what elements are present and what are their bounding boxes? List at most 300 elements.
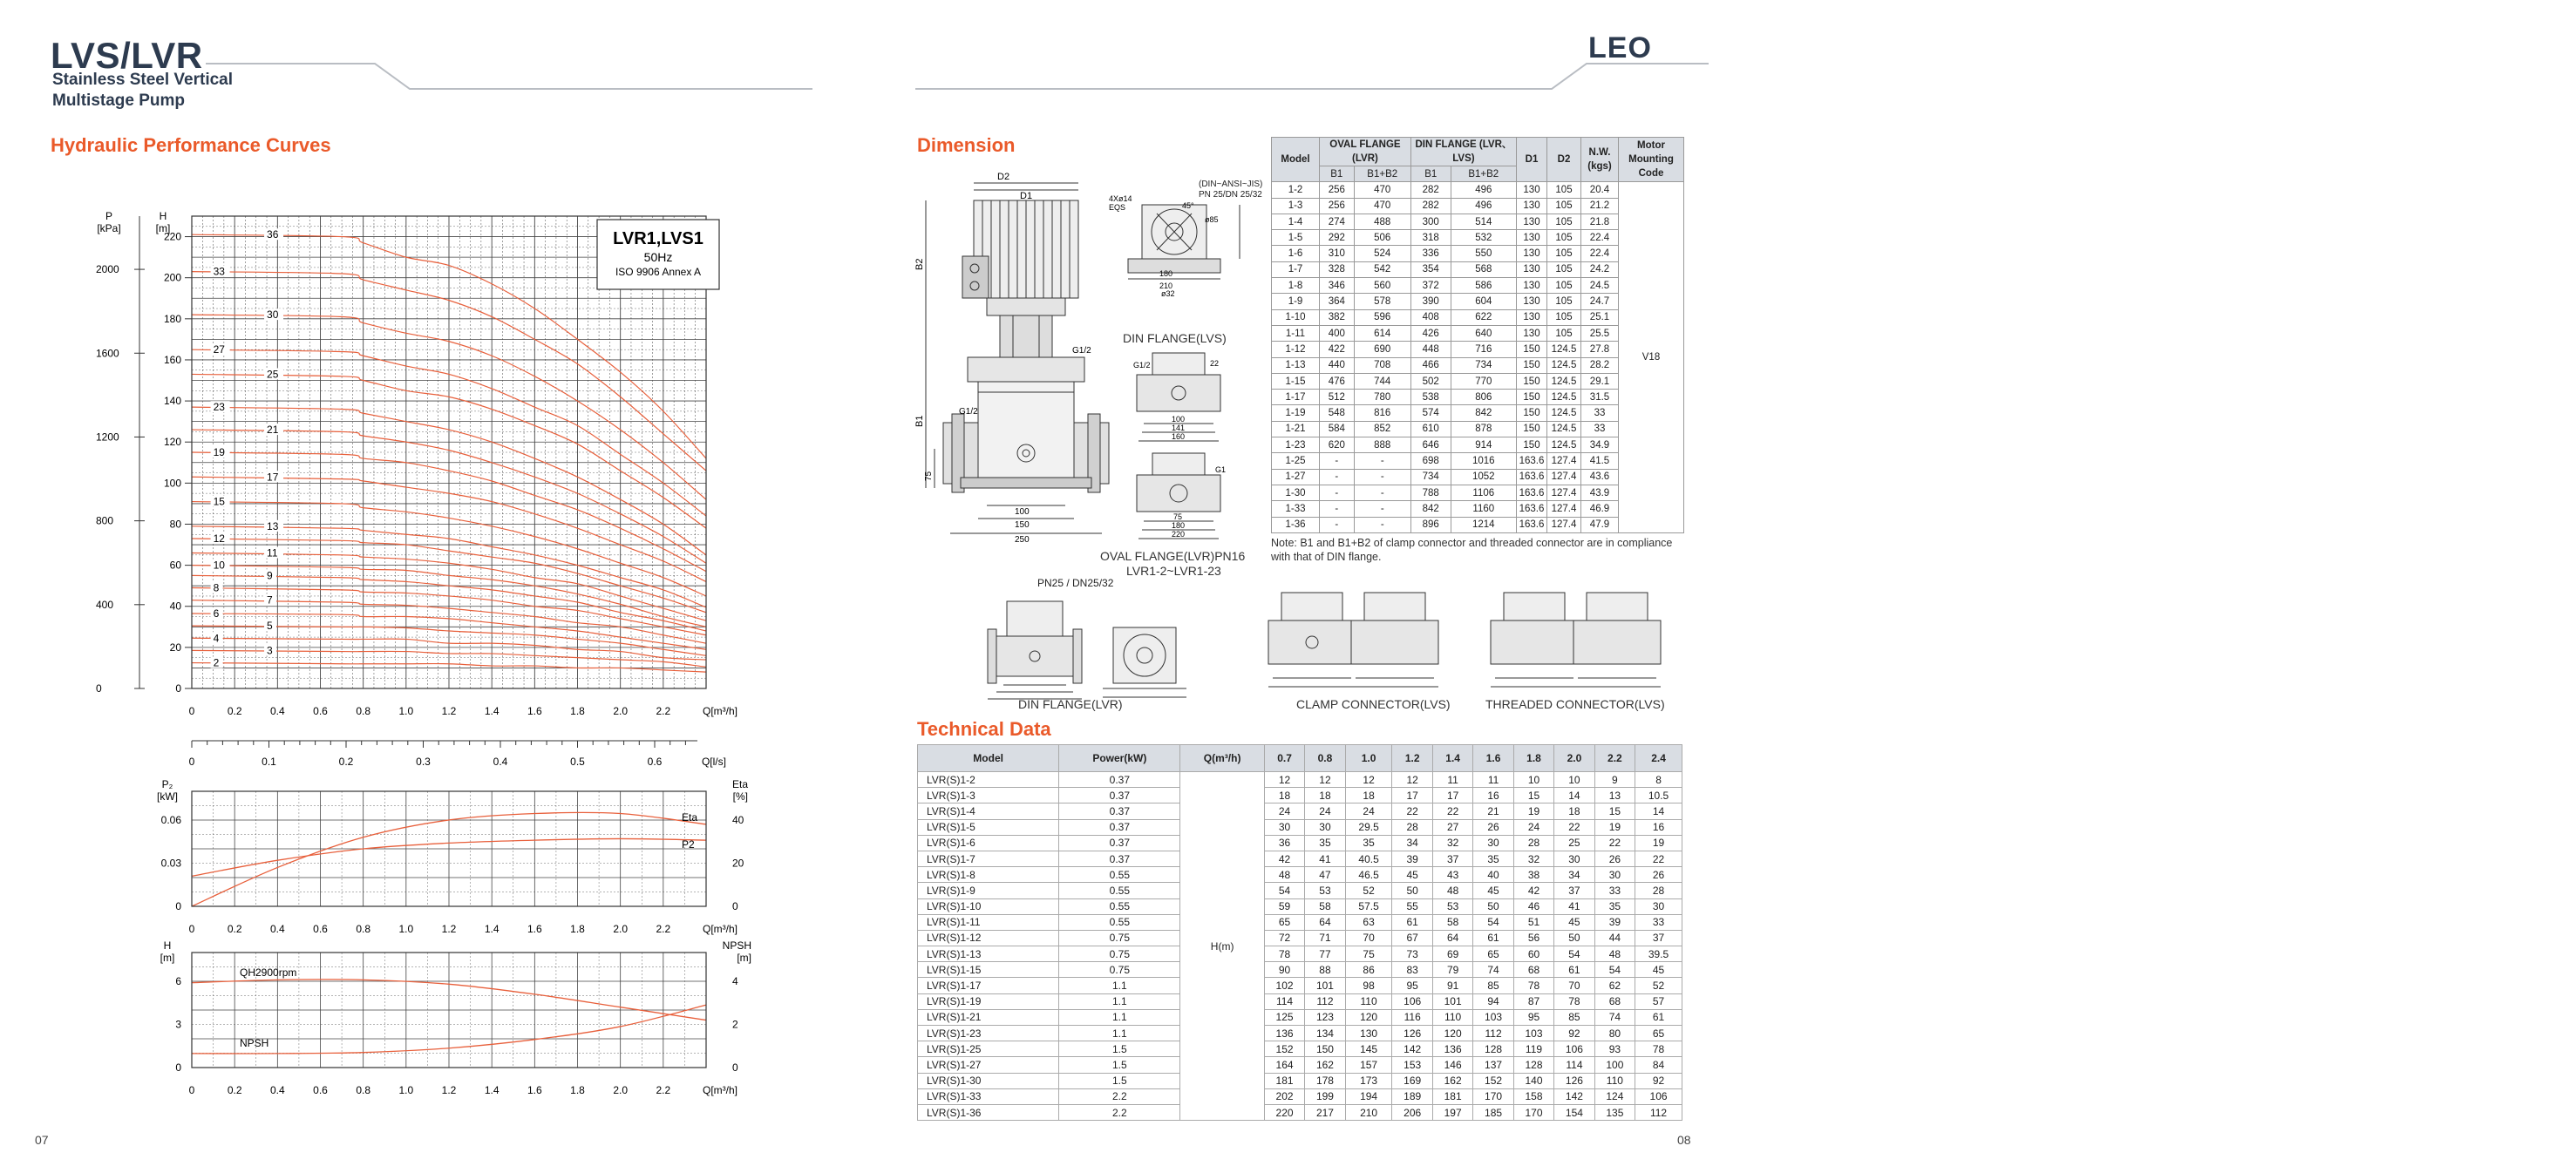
tech-cell: 35 xyxy=(1473,851,1513,866)
dimension-cell: 1-6 xyxy=(1272,246,1320,261)
dimension-cell: 150 xyxy=(1517,405,1547,421)
tech-cell: 10.5 xyxy=(1635,788,1682,803)
x-tick-label: 1.0 xyxy=(398,705,414,717)
dimension-table xyxy=(1271,137,1684,533)
tech-cell: 95 xyxy=(1513,1009,1553,1025)
dimension-cell: 400 xyxy=(1320,325,1355,341)
tech-header-cell: 1.6 xyxy=(1473,745,1513,772)
tech-row xyxy=(918,867,1682,883)
th-d2: D2 xyxy=(1547,138,1581,182)
head-unit-cell: H(m) xyxy=(1180,772,1264,1121)
tech-cell: 42 xyxy=(1513,883,1553,898)
tech-cell: 30 xyxy=(1264,819,1304,835)
tech-row xyxy=(918,978,1682,993)
dimension-cell: 852 xyxy=(1354,421,1410,437)
dimension-cell: 21.2 xyxy=(1581,198,1619,214)
tech-cell: 21 xyxy=(1473,803,1513,819)
tech-row xyxy=(918,1026,1682,1041)
tech-cell: 22 xyxy=(1635,851,1682,866)
tech-cell: 39 xyxy=(1392,851,1432,866)
dimension-cell: 124.5 xyxy=(1547,357,1581,373)
tech-cell: 45 xyxy=(1635,962,1682,978)
dimension-cell: 130 xyxy=(1517,261,1547,277)
tech-cell: 0.37 xyxy=(1059,772,1180,788)
tech-cell: 26 xyxy=(1594,851,1635,866)
g12-side-label: G1/2 xyxy=(959,407,978,417)
h-tick-label: 100 xyxy=(163,477,181,490)
th-oval-b1b2: B1+B2 xyxy=(1354,166,1410,182)
eta-axis-unit: [%] xyxy=(732,790,748,803)
tech-cell: 112 xyxy=(1635,1104,1682,1120)
tech-cell: 154 xyxy=(1554,1104,1594,1120)
tech-cell: 61 xyxy=(1473,930,1513,946)
th-oval: OVAL FLANGE (LVR) xyxy=(1320,138,1411,166)
tech-cell: LVR(S)1-30 xyxy=(918,1073,1059,1088)
dimension-cell: 466 xyxy=(1410,357,1451,373)
tech-cell: 24 xyxy=(1513,819,1553,835)
dimension-cell: 150 xyxy=(1517,437,1547,453)
tech-cell: LVR(S)1-2 xyxy=(918,772,1059,788)
tech-cell: 206 xyxy=(1392,1104,1432,1120)
oval-dim180: 180 xyxy=(1172,521,1186,530)
tech-cell: 33 xyxy=(1594,883,1635,898)
dimension-note: Note: B1 and B1+B2 of clamp connector and threaded connector are in compliance with that of DIN flange. xyxy=(1271,536,1673,563)
tech-cell: 78 xyxy=(1264,946,1304,962)
tech-cell: 84 xyxy=(1635,1057,1682,1073)
tech-header-cell: 1.4 xyxy=(1432,745,1472,772)
npsh-chart xyxy=(87,937,750,1102)
dimension-cell: 524 xyxy=(1354,246,1410,261)
tech-header-cell: Power(kW) xyxy=(1059,745,1180,772)
tech-cell: 80 xyxy=(1594,1026,1635,1041)
dimension-cell: 24.5 xyxy=(1581,278,1619,294)
dimension-cell: 130 xyxy=(1517,278,1547,294)
tech-cell: 78 xyxy=(1635,1041,1682,1057)
npsh-tick-label: 4 xyxy=(732,974,738,987)
dimension-cell: 163.6 xyxy=(1517,501,1547,517)
curve-label-12: 12 xyxy=(213,532,225,545)
x-tick-label: 0.2 xyxy=(227,1084,242,1096)
x-tick-label: Q[m³/h] xyxy=(703,705,738,717)
h-tick-label: 200 xyxy=(163,271,181,284)
dimension-cell: 788 xyxy=(1410,485,1451,500)
oval-flange-drawing xyxy=(1118,349,1266,545)
oval-g1-label: G1 xyxy=(1215,465,1227,474)
tech-cell: 124 xyxy=(1594,1088,1635,1104)
tech-row xyxy=(918,788,1682,803)
tech-cell: 152 xyxy=(1473,1073,1513,1088)
x2-tick-label: 0.1 xyxy=(262,756,276,768)
curve-label-9: 9 xyxy=(267,569,273,582)
tech-row xyxy=(918,898,1682,914)
tech-cell: 12 xyxy=(1264,772,1304,788)
chart-frequency: 50Hz xyxy=(643,250,673,264)
tech-cell: 64 xyxy=(1305,914,1345,930)
tech-cell: 79 xyxy=(1432,962,1472,978)
dimension-cell: 550 xyxy=(1451,246,1516,261)
eta-curve-label: Eta xyxy=(682,811,698,824)
dimension-cell: 127.4 xyxy=(1547,501,1581,517)
tech-header-cell: 2.4 xyxy=(1635,745,1682,772)
dimension-cell: 622 xyxy=(1451,309,1516,325)
tech-cell: LVR(S)1-15 xyxy=(918,962,1059,978)
pn25-dn-text: PN 25/DN 25/32 xyxy=(1199,190,1262,200)
tech-cell: 70 xyxy=(1345,930,1392,946)
curve-label-2: 2 xyxy=(213,656,220,669)
tech-cell: 17 xyxy=(1392,788,1432,803)
curve-label-15: 15 xyxy=(213,495,225,508)
dimension-cell: 1-25 xyxy=(1272,453,1320,469)
tech-cell: 119 xyxy=(1513,1041,1553,1057)
tech-cell: 64 xyxy=(1432,930,1472,946)
dimension-cell: 506 xyxy=(1354,230,1410,246)
page-title: LVS/LVR xyxy=(51,35,203,76)
tech-cell: LVR(S)1-6 xyxy=(918,835,1059,851)
tech-cell: 1.5 xyxy=(1059,1041,1180,1057)
dimension-cell: - xyxy=(1320,517,1355,532)
tech-cell: 38 xyxy=(1513,867,1553,883)
curve-label-33: 33 xyxy=(213,265,225,278)
tech-cell: 217 xyxy=(1305,1104,1345,1120)
dimension-cell: 716 xyxy=(1451,342,1516,357)
dimension-cell: 1-11 xyxy=(1272,325,1320,341)
dimension-cell: 105 xyxy=(1547,325,1581,341)
h-small-tick-label: 6 xyxy=(175,975,181,987)
tech-cell: 197 xyxy=(1432,1104,1472,1120)
tech-cell: LVR(S)1-11 xyxy=(918,914,1059,930)
dimension-cell: 282 xyxy=(1410,182,1451,198)
x-tick-label: 1.2 xyxy=(441,923,457,935)
dimension-cell: 256 xyxy=(1320,182,1355,198)
x-tick-label: 2.0 xyxy=(613,1084,629,1096)
caption-din-lvs: DIN FLANGE(LVS) xyxy=(1123,331,1227,345)
dimension-cell: - xyxy=(1354,517,1410,532)
tech-header-cell: 2.2 xyxy=(1594,745,1635,772)
dimension-cell: 150 xyxy=(1517,373,1547,389)
dimension-cell: 150 xyxy=(1517,342,1547,357)
dimension-cell: 604 xyxy=(1451,294,1516,309)
dimension-cell: 1-13 xyxy=(1272,357,1320,373)
tech-cell: 136 xyxy=(1432,1041,1472,1057)
tech-cell: 202 xyxy=(1264,1088,1304,1104)
p-axis-label: P xyxy=(105,210,113,222)
tech-cell: 67 xyxy=(1392,930,1432,946)
tech-cell: 39.5 xyxy=(1635,946,1682,962)
tech-cell: 0.55 xyxy=(1059,914,1180,930)
dimension-cell: - xyxy=(1320,485,1355,500)
tech-cell: 63 xyxy=(1345,914,1392,930)
npsh-tick-label: 2 xyxy=(732,1018,738,1031)
dimension-cell: 274 xyxy=(1320,214,1355,229)
tech-cell: 50 xyxy=(1554,930,1594,946)
dimension-cell: 646 xyxy=(1410,437,1451,453)
x2-tick-label: 0.3 xyxy=(416,756,431,768)
h-tick-label: 140 xyxy=(163,395,181,408)
tech-cell: 0.37 xyxy=(1059,819,1180,835)
tech-cell: 92 xyxy=(1554,1026,1594,1041)
dimension-cell: 382 xyxy=(1320,309,1355,325)
curve-label-6: 6 xyxy=(213,607,220,620)
caption-threaded: THREADED CONNECTOR(LVS) xyxy=(1485,697,1665,711)
tech-row xyxy=(918,819,1682,835)
h-small-tick-label: 0 xyxy=(175,1061,181,1074)
dimension-cell: 1-10 xyxy=(1272,309,1320,325)
tech-cell: 51 xyxy=(1513,914,1553,930)
tech-cell: LVR(S)1-17 xyxy=(918,978,1059,993)
tech-cell: 85 xyxy=(1554,1009,1594,1025)
th-din: DIN FLANGE (LVR、LVS) xyxy=(1410,138,1516,166)
dimension-cell: 620 xyxy=(1320,437,1355,453)
tech-cell: 19 xyxy=(1513,803,1553,819)
dimension-cell: 163.6 xyxy=(1517,485,1547,500)
tech-cell: 75 xyxy=(1345,946,1392,962)
dimension-cell: 282 xyxy=(1410,198,1451,214)
tech-cell: 15 xyxy=(1513,788,1553,803)
tech-cell: 1.1 xyxy=(1059,993,1180,1009)
dimension-cell: 596 xyxy=(1354,309,1410,325)
tech-cell: 65 xyxy=(1473,946,1513,962)
tech-cell: 83 xyxy=(1392,962,1432,978)
tech-cell: 71 xyxy=(1305,930,1345,946)
tech-cell: LVR(S)1-13 xyxy=(918,946,1059,962)
tech-cell: 130 xyxy=(1345,1026,1392,1041)
dimension-cell: 440 xyxy=(1320,357,1355,373)
tech-cell: 52 xyxy=(1345,883,1392,898)
tech-cell: 100 xyxy=(1594,1057,1635,1073)
tech-cell: 29.5 xyxy=(1345,819,1392,835)
p2-curve-label: P2 xyxy=(682,838,695,851)
angle-label: 45° xyxy=(1182,201,1194,210)
tech-row xyxy=(918,946,1682,962)
dimension-cell: 105 xyxy=(1547,261,1581,277)
dimension-cell: 130 xyxy=(1517,230,1547,246)
npsh-curve-label: NPSH xyxy=(240,1037,269,1049)
dimension-cell: 105 xyxy=(1547,214,1581,229)
tech-cell: 9 xyxy=(1594,772,1635,788)
chart-curve-labels xyxy=(211,228,283,668)
tech-cell: 28 xyxy=(1635,883,1682,898)
p-tick-label: 800 xyxy=(96,514,114,527)
dimension-cell: 336 xyxy=(1410,246,1451,261)
motor-code-cell: V18 xyxy=(1619,182,1684,533)
tech-cell: 0.75 xyxy=(1059,930,1180,946)
tech-cell: 35 xyxy=(1594,898,1635,914)
tech-cell: 45 xyxy=(1473,883,1513,898)
tech-cell: 162 xyxy=(1305,1057,1345,1073)
tech-cell: 142 xyxy=(1554,1088,1594,1104)
tech-cell: 41 xyxy=(1554,898,1594,914)
curve-label-5: 5 xyxy=(267,620,273,633)
dimension-cell: 888 xyxy=(1354,437,1410,453)
d1-label: D1 xyxy=(1020,191,1033,201)
tech-cell: 65 xyxy=(1264,914,1304,930)
tech-cell: 103 xyxy=(1513,1026,1553,1041)
tech-cell: 134 xyxy=(1305,1026,1345,1041)
tech-cell: 2.2 xyxy=(1059,1104,1180,1120)
x-tick-label: 1.0 xyxy=(398,923,414,935)
x-tick-label: 1.8 xyxy=(570,923,585,935)
tech-cell: 52 xyxy=(1635,978,1682,993)
h-axis-unit: [m] xyxy=(155,222,171,234)
dimension-cell: 390 xyxy=(1410,294,1451,309)
tech-cell: 46.5 xyxy=(1345,867,1392,883)
dimension-cell: 744 xyxy=(1354,373,1410,389)
tech-cell: 0.37 xyxy=(1059,835,1180,851)
tech-cell: LVR(S)1-19 xyxy=(918,993,1059,1009)
tech-cell: 18 xyxy=(1264,788,1304,803)
tech-cell: 103 xyxy=(1473,1009,1513,1025)
dimension-cell: 372 xyxy=(1410,278,1451,294)
tech-cell: 116 xyxy=(1392,1009,1432,1025)
curve-label-8: 8 xyxy=(213,581,220,594)
tech-cell: 135 xyxy=(1594,1104,1635,1120)
tech-cell: 37 xyxy=(1554,883,1594,898)
tech-cell: 24 xyxy=(1264,803,1304,819)
tech-cell: 62 xyxy=(1594,978,1635,993)
dimension-cell: 488 xyxy=(1354,214,1410,229)
tech-cell: 0.55 xyxy=(1059,883,1180,898)
dimension-cell: 560 xyxy=(1354,278,1410,294)
tech-cell: 91 xyxy=(1432,978,1472,993)
x-tick-label: 1.6 xyxy=(527,923,542,935)
tech-cell: 164 xyxy=(1264,1057,1304,1073)
tech-cell: 112 xyxy=(1305,993,1345,1009)
tech-row xyxy=(918,1104,1682,1120)
tech-row xyxy=(918,772,1682,788)
tech-cell: LVR(S)1-21 xyxy=(918,1009,1059,1025)
tech-cell: LVR(S)1-3 xyxy=(918,788,1059,803)
b2-label: B2 xyxy=(914,258,925,270)
tech-cell: 61 xyxy=(1392,914,1432,930)
dimension-cell: 127.4 xyxy=(1547,469,1581,485)
tech-cell: 30 xyxy=(1305,819,1345,835)
tech-cell: 32 xyxy=(1432,835,1472,851)
caption-clamp: CLAMP CONNECTOR(LVS) xyxy=(1296,697,1451,711)
dimension-cell: 105 xyxy=(1547,309,1581,325)
tech-cell: 162 xyxy=(1432,1073,1472,1088)
dimension-cell: 470 xyxy=(1354,182,1410,198)
dimension-row xyxy=(1272,182,1684,198)
tech-cell: 60 xyxy=(1513,946,1553,962)
tech-table-wrap xyxy=(917,744,1682,1121)
oval-dim220: 220 xyxy=(1172,530,1186,539)
x-tick-label: 1.2 xyxy=(441,1084,457,1096)
th-d1: D1 xyxy=(1517,138,1547,182)
tech-cell: 210 xyxy=(1345,1104,1392,1120)
x2-tick-label: 0.4 xyxy=(493,756,508,768)
x-tick-label: 2.0 xyxy=(613,705,629,717)
h-tick-label: 180 xyxy=(163,312,181,325)
tech-cell: 199 xyxy=(1305,1088,1345,1104)
dimension-cell: 640 xyxy=(1451,325,1516,341)
oval-dim22: 22 xyxy=(1210,359,1220,368)
tech-cell: 1.5 xyxy=(1059,1057,1180,1073)
th-din-b1b2: B1+B2 xyxy=(1451,166,1516,182)
tech-cell: 47 xyxy=(1305,867,1345,883)
dimension-cell: 124.5 xyxy=(1547,437,1581,453)
tech-cell: 102 xyxy=(1264,978,1304,993)
qh-curve-label: QH2900rpm xyxy=(240,966,297,979)
x-tick-label: 1.4 xyxy=(484,923,500,935)
dimension-cell: 1-27 xyxy=(1272,469,1320,485)
dimension-cell: 1-15 xyxy=(1272,373,1320,389)
dimension-cell: 512 xyxy=(1320,390,1355,405)
curve-label-19: 19 xyxy=(213,446,225,458)
dimension-cell: 31.5 xyxy=(1581,390,1619,405)
dimension-cell: 24.7 xyxy=(1581,294,1619,309)
tech-cell: 22 xyxy=(1554,819,1594,835)
tech-cell: 57.5 xyxy=(1345,898,1392,914)
tech-header-cell: Q(m³/h) xyxy=(1180,745,1264,772)
tech-cell: 57 xyxy=(1635,993,1682,1009)
dimension-cell: 130 xyxy=(1517,198,1547,214)
tech-header-cell: Model xyxy=(918,745,1059,772)
p2-axis-label: P₂ xyxy=(161,778,173,790)
dimension-cell: 542 xyxy=(1354,261,1410,277)
tech-cell: 19 xyxy=(1594,819,1635,835)
tech-cell: 94 xyxy=(1473,993,1513,1009)
holes-label: 4Xø14 xyxy=(1109,194,1132,203)
connector-drawings xyxy=(981,593,2576,706)
tech-cell: 90 xyxy=(1264,962,1304,978)
dimension-cell: 1-2 xyxy=(1272,182,1320,198)
dimension-cell: 1-19 xyxy=(1272,405,1320,421)
oval-g12-label: G1/2 xyxy=(1133,361,1151,370)
dimension-cell: 426 xyxy=(1410,325,1451,341)
tech-cell: 48 xyxy=(1432,883,1472,898)
dimension-cell: 163.6 xyxy=(1517,517,1547,532)
tech-cell: 152 xyxy=(1264,1041,1304,1057)
h-tick-label: 160 xyxy=(163,353,181,366)
dimension-cell: - xyxy=(1354,453,1410,469)
tech-cell: 110 xyxy=(1432,1009,1472,1025)
tech-cell: 125 xyxy=(1264,1009,1304,1025)
tech-cell: 41 xyxy=(1305,851,1345,866)
th-motor: Motor Mounting Code xyxy=(1619,138,1684,182)
dimension-cell: 25.5 xyxy=(1581,325,1619,341)
dimension-cell: 105 xyxy=(1547,294,1581,309)
tech-cell: 34 xyxy=(1392,835,1432,851)
tech-cell: 106 xyxy=(1635,1088,1682,1104)
tech-cell: 18 xyxy=(1554,803,1594,819)
dimension-cell: - xyxy=(1320,453,1355,469)
technical-data-table xyxy=(917,744,1682,1121)
tech-cell: 61 xyxy=(1635,1009,1682,1025)
tech-cell: 16 xyxy=(1635,819,1682,835)
tech-cell: 126 xyxy=(1554,1073,1594,1088)
x-tick-label: 0.4 xyxy=(269,923,285,935)
h-small-axis-label: H xyxy=(163,939,172,952)
x2-tick-label: 0.5 xyxy=(570,756,585,768)
dimension-cell: 29.1 xyxy=(1581,373,1619,389)
dimension-cell: 1-3 xyxy=(1272,198,1320,214)
tech-cell: 46 xyxy=(1513,898,1553,914)
d32-label: ø32 xyxy=(1161,289,1175,298)
tech-cell: 35 xyxy=(1345,835,1392,851)
curve-label-21: 21 xyxy=(267,424,279,437)
dimension-cell: 43.9 xyxy=(1581,485,1619,500)
page-number-left: 07 xyxy=(35,1133,49,1147)
dimension-cell: 1-4 xyxy=(1272,214,1320,229)
dimension-cell: 502 xyxy=(1410,373,1451,389)
caption-din-lvr: DIN FLANGE(LVR) xyxy=(1018,697,1123,711)
tech-cell: 30 xyxy=(1473,835,1513,851)
x-tick-label: 0.6 xyxy=(313,705,328,717)
dim-100: 100 xyxy=(1015,507,1030,517)
dimension-cell: 150 xyxy=(1517,390,1547,405)
h-small-axis-unit: [m] xyxy=(160,952,175,964)
dimension-cell: 33 xyxy=(1581,421,1619,437)
